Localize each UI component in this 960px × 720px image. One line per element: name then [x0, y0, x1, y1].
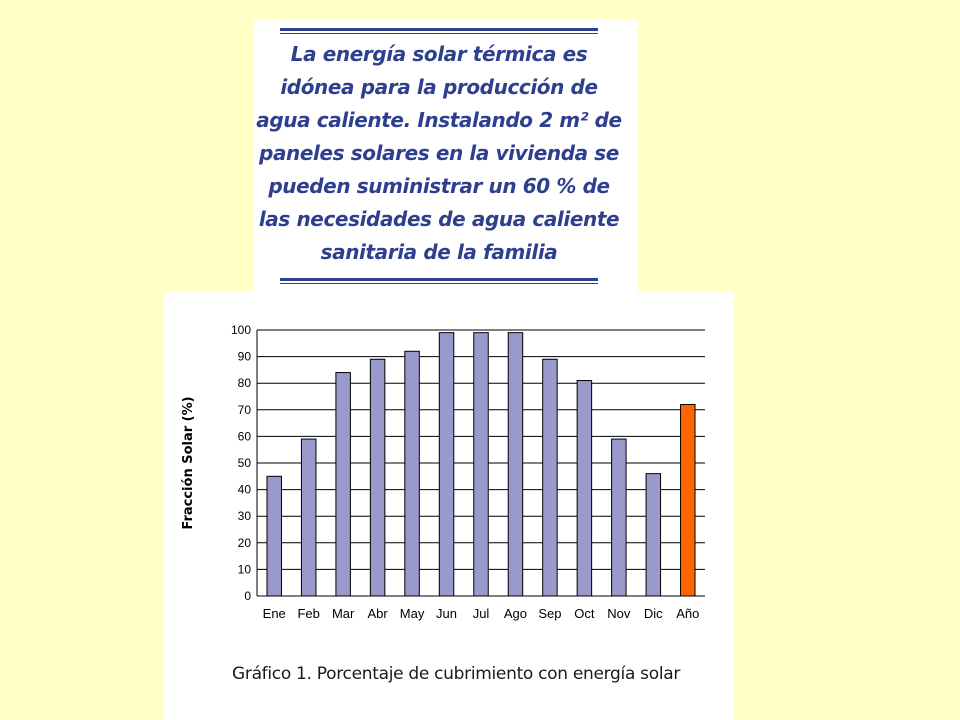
y-tick-label: 90: [237, 349, 251, 364]
x-tick-label: Dic: [643, 606, 663, 621]
x-tick-label: Sep: [538, 606, 562, 621]
chart-caption: Gráfico 1. Porcentaje de cubrimiento con energía solar: [232, 664, 681, 684]
x-tick-label: Feb: [297, 606, 320, 621]
x-tick-label: Nov: [607, 606, 631, 621]
bar-ago: [508, 333, 523, 596]
bottom-divider: [280, 278, 598, 284]
bar-nov: [612, 439, 627, 596]
y-tick-label: 0: [244, 589, 251, 603]
intro-line: paneles solares en la vivienda se: [259, 141, 619, 165]
y-tick-label: 10: [237, 562, 251, 577]
intro-line: las necesidades de agua caliente: [258, 207, 620, 231]
bar-mar: [336, 373, 351, 596]
x-tick-label: Jul: [472, 606, 490, 621]
bar-jun: [439, 333, 454, 596]
x-tick-label: Oct: [574, 606, 595, 621]
x-tick-label: Mar: [331, 606, 355, 621]
intro-line: La energía solar térmica es: [290, 42, 588, 66]
bar-may: [405, 351, 420, 596]
x-tick-label: Abr: [367, 606, 388, 621]
bar-jul: [474, 333, 489, 596]
solar-fraction-chart: [164, 292, 734, 652]
bar-sep: [543, 359, 558, 596]
chart-panel: [164, 292, 734, 720]
y-axis-label: Fracción Solar (%): [181, 396, 196, 530]
y-tick-label: 20: [237, 535, 251, 550]
y-tick-label: 50: [237, 456, 251, 470]
y-tick-label: 40: [237, 482, 251, 497]
top-divider: [280, 28, 598, 34]
bar-dic: [646, 474, 661, 596]
intro-panel: [254, 20, 638, 292]
bar-feb: [301, 439, 316, 596]
x-tick-label: Ago: [503, 606, 528, 621]
x-tick-label: Ene: [262, 606, 286, 621]
x-tick-label: May: [399, 606, 425, 621]
y-tick-label: 70: [237, 402, 251, 417]
y-tick-label: 100: [230, 323, 251, 337]
intro-line: sanitaria de la familia: [320, 240, 558, 264]
intro-line: idónea para la producción de: [280, 75, 598, 99]
y-tick-label: 60: [237, 429, 251, 444]
y-tick-label: 80: [237, 376, 251, 391]
bar-ene: [267, 476, 282, 596]
intro-line: pueden suministrar un 60 % de: [268, 174, 610, 198]
intro-text: [254, 38, 624, 269]
x-tick-label: Jun: [436, 606, 458, 621]
bar-oct: [577, 381, 592, 596]
x-tick-label: Año: [676, 606, 700, 621]
bar-año: [681, 404, 696, 596]
bar-abr: [370, 359, 385, 596]
intro-line: agua caliente. Instalando 2 m² de: [256, 108, 622, 132]
y-tick-label: 30: [237, 509, 251, 524]
